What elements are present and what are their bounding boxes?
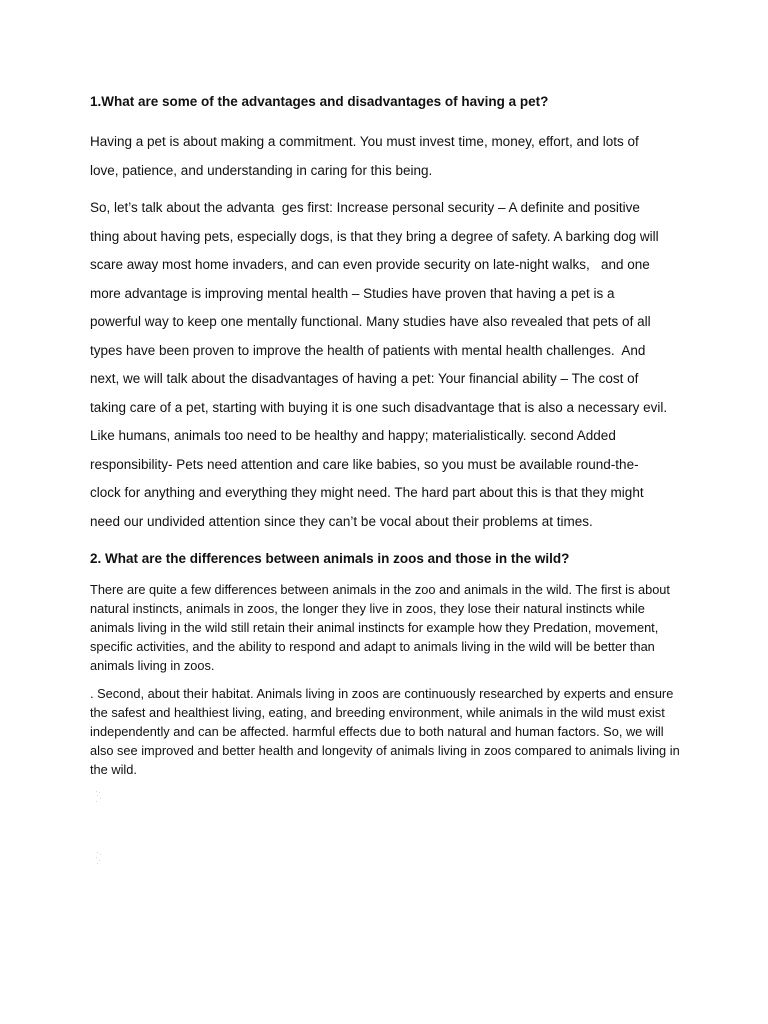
paragraph-line: powerful way to keep one mentally functional. Many studies have also revealed that pets of all	[90, 314, 651, 329]
paragraph-line: independently and can be affected. harmful effects due to both natural and human factors. So, we will	[90, 724, 664, 739]
paragraph-line: natural instincts, animals in zoos, the longer they live in zoos, they lose their natural instincts while	[90, 601, 645, 616]
question-2-paragraph-2	[90, 684, 690, 779]
question-1-intro-paragraph	[90, 128, 690, 185]
question-1-heading: 1.What are some of the advantages and disadvantages of having a pet?	[90, 94, 549, 109]
paragraph-line: clock for anything and everything they might need. The hard part about this is that they might	[90, 485, 644, 500]
question-2-paragraph-1	[90, 580, 690, 675]
paragraph-line: So, let’s talk about the advanta ges first: Increase personal security – A definite and positive	[90, 200, 640, 215]
paragraph-line: animals living in the wild still retain their animal instincts for example how they Predation, movement,	[90, 620, 659, 635]
paragraph-line: the wild.	[90, 762, 137, 777]
artifact-mark-icon	[94, 851, 104, 865]
paragraph-line: animals living in zoos.	[90, 658, 215, 673]
paragraph-line: next, we will talk about the disadvantages of having a pet: Your financial ability – The cost of	[90, 371, 639, 386]
paragraph-line: responsibility- Pets need attention and care like babies, so you must be available round-the-	[90, 456, 639, 472]
paragraph-line: thing about having pets, especially dogs, is that they bring a degree of safety. A barking dog will	[90, 228, 659, 244]
scan-artifact-mark	[94, 851, 104, 865]
paragraph-line: types have been proven to improve the health of patients with mental health challenges. And	[90, 342, 646, 358]
paragraph-line: There are quite a few differences between animals in the zoo and animals in the wild. The first is about	[90, 582, 670, 597]
paragraph-line: specific activities, and the ability to respond and adapt to animals living in the wild will be better than	[90, 639, 655, 654]
artifact-mark-icon	[94, 790, 104, 804]
paragraph-line: love, patience, and understanding in caring for this being.	[90, 162, 433, 178]
paragraph-line: Like humans, animals too need to be healthy and happy; materialistically. second Added	[90, 428, 616, 443]
question-1-answer-paragraph	[90, 194, 690, 536]
paragraph-line: Having a pet is about making a commitment. You must invest time, money, effort, and lots of	[90, 134, 639, 149]
question-2-heading: 2. What are the differences between animals in zoos and those in the wild?	[90, 551, 570, 566]
paragraph-line: more advantage is improving mental health – Studies have proven that having a pet is a	[90, 285, 615, 301]
paragraph-line: . Second, about their habitat. Animals living in zoos are continuously researched by experts and ensure	[90, 686, 674, 701]
paragraph-line: taking care of a pet, starting with buying it is one such disadvantage that is also a necessary evil.	[90, 399, 668, 415]
paragraph-line: the safest and healthiest living, eating, and breeding environment, while animals in the wild must exist	[90, 705, 665, 720]
scan-artifact-mark	[94, 790, 104, 804]
paragraph-line: need our undivided attention since they can’t be vocal about their problems at times.	[90, 513, 593, 529]
paragraph-line: scare away most home invaders, and can even provide security on late-night walks, and one	[90, 257, 650, 272]
paragraph-line: also see improved and better health and longevity of animals living in zoos compared to animals living in	[90, 743, 680, 758]
